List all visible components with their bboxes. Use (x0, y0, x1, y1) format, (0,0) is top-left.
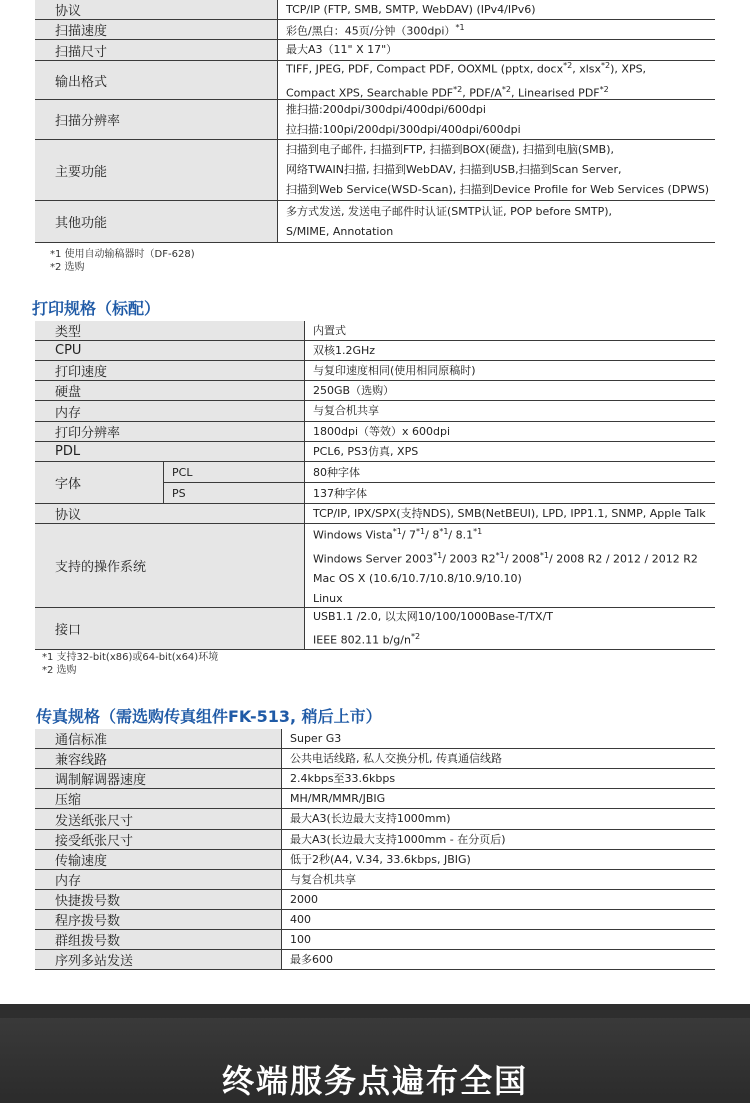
spec-label: 内存 (35, 401, 305, 421)
spec-label: 字体 (35, 462, 164, 503)
spec-value (278, 140, 715, 200)
spec-value (282, 870, 715, 889)
spec-value-line: IEEE 802.11 $b/g/n^{*2}$ (313, 631, 421, 647)
spec-label: 压缩 (35, 789, 282, 808)
spec-value-line: PCL6, PS3仿真, XPS (313, 444, 419, 458)
spec-value-line: 多方式发送, 发送电子邮件时认证(SMTP认证, POP before SMTP), (286, 204, 613, 218)
spec-value-line: 2000 (290, 892, 318, 906)
spec-value-line: 扫描到电子邮件, 扫描到FTP, 扫描到BOX(硬盘), 扫描到电脑(SMB), (286, 143, 614, 156)
spec-row (35, 61, 715, 100)
fax-section-title: 传真规格（需选购传真组件FK-513, 稍后上市） (36, 707, 382, 726)
spec-value (305, 422, 715, 441)
spec-value-line: 拉扫描:100pi/200dpi/300dpi/400dpi/600dpi (286, 122, 521, 136)
spec-label: 兼容线路 (35, 749, 282, 768)
spec-value-line: 与复合机共享 (290, 872, 356, 886)
spec-row (35, 201, 715, 243)
spec-label: 序列多站发送 (35, 950, 282, 969)
spec-row (35, 422, 715, 442)
spec-value (305, 524, 715, 607)
spec-row (35, 381, 715, 401)
spec-value-line: S/MIME, Annotation (286, 224, 394, 238)
spec-label: 扫描分辨率 (35, 100, 278, 139)
scan-note-2: *2 选购 (50, 262, 85, 273)
spec-label: 打印速度 (35, 361, 305, 380)
spec-row (35, 442, 715, 462)
spec-value-line: 2.4kbps至33.6kbps (290, 771, 396, 785)
spec-value (305, 381, 715, 400)
spec-row (35, 361, 715, 381)
spec-row (35, 0, 715, 20)
spec-row (35, 910, 715, 930)
spec-row-font (35, 462, 715, 504)
print-note-2: *2 选购 (42, 665, 77, 676)
spec-value (305, 401, 715, 421)
spec-row (35, 789, 715, 809)
spec-value-line: TCP/IP, IPX/SPX(支持NDS), SMB(NetBEUI), LPD, IPP1.1, SNMP, Apple Talk (313, 506, 706, 520)
font-sub-value: 80种字体 (313, 466, 360, 479)
spec-value-line: 400 (290, 912, 311, 926)
spec-row (35, 749, 715, 769)
spec-label: 内存 (35, 870, 282, 889)
spec-label: PDL (35, 442, 305, 461)
spec-value-line: USB1.1 /2.0, 以太网10/100/1000Base-T/TX/T (313, 609, 554, 623)
spec-value-line: 与复印速度相同(使用相同原稿时) (313, 363, 476, 377)
spec-value (305, 608, 715, 649)
spec-value-line: Mac OS X (10.6/10.7/10.8/10.9/10.10) (313, 572, 522, 586)
spec-value (305, 341, 715, 360)
spec-row (35, 321, 715, 341)
spec-label: 输出格式 (35, 61, 278, 99)
spec-value-line: 与复合机共享 (313, 404, 379, 417)
spec-row (35, 100, 715, 140)
spec-value (305, 504, 715, 523)
spec-label: 扫描速度 (35, 20, 278, 39)
spec-value-line: 低于2秒(A4, V.34, 33.6kbps, JBIG) (290, 852, 471, 866)
spec-value-line: 最大A3(长边最大支持1000mm) (290, 812, 451, 825)
spec-value-line: 最大A3(长边最大支持1000mm - 在分页后) (290, 832, 506, 846)
spec-label: 协议 (35, 504, 305, 523)
scan-note-1: *1 使用自动输稿器时（DF-628) (50, 249, 195, 260)
print-note-1: *1 支持32-bit(x86)或64-bit(x64)环境 (42, 652, 219, 663)
spec-label: 扫描尺寸 (35, 40, 278, 60)
footer-strip (0, 1004, 750, 1018)
spec-value (282, 749, 715, 768)
spec-label: 发送纸张尺寸 (35, 809, 282, 829)
spec-value (278, 40, 715, 60)
spec-value (282, 910, 715, 929)
spec-value (282, 809, 715, 829)
spec-value-line: 1800dpi（等效）x 600dpi (313, 424, 451, 438)
spec-value-line: Linux (313, 592, 343, 606)
spec-label: 协议 (35, 0, 278, 19)
spec-value-line: 双核1.2GHz (313, 343, 376, 357)
spec-label: 类型 (35, 321, 305, 340)
spec-value-line: Windows Server 2003$^{*1}$/ 2003 R2$^{*1}$/ 2008$^{*1}$/ 2008 R2 / 2012 / 2012 R2 (313, 550, 698, 566)
footer-banner (0, 1004, 750, 1103)
spec-value-line: 最多600 (290, 952, 333, 966)
spec-value (282, 890, 715, 909)
spec-label: 通信标准 (35, 729, 282, 748)
spec-label: CPU (35, 341, 305, 360)
spec-row (35, 40, 715, 61)
spec-value-line: MH/MR/MMR/JBIG (290, 791, 386, 805)
spec-label: 程序拨号数 (35, 910, 282, 929)
spec-row (35, 401, 715, 422)
spec-label: 快捷拨号数 (35, 890, 282, 909)
print-notes (42, 651, 218, 677)
font-sub-label: PS (164, 483, 305, 503)
spec-label: 群组拨号数 (35, 930, 282, 949)
spec-value-line: 推扫描:200dpi/300dpi/400dpi/600dpi (286, 102, 486, 116)
spec-row (35, 809, 715, 830)
print-section-title: 打印规格（标配） (32, 299, 161, 318)
spec-value (282, 769, 715, 788)
spec-label: 打印分辨率 (35, 422, 305, 441)
spec-value (278, 100, 715, 139)
spec-value-line: 100 (290, 932, 311, 946)
spec-value (305, 361, 715, 380)
spec-row (35, 930, 715, 950)
spec-label: 主要功能 (35, 140, 278, 200)
spec-row (35, 341, 715, 361)
spec-value-line: 公共电话线路, 私人交换分机, 传真通信线路 (290, 751, 502, 765)
spec-value (282, 850, 715, 869)
scan-notes (50, 248, 195, 274)
spec-value (282, 729, 715, 748)
spec-value-line: 最大A3（11" X 17"） (286, 43, 398, 56)
spec-row (35, 769, 715, 789)
spec-label: 硬盘 (35, 381, 305, 400)
spec-value (282, 930, 715, 949)
spec-value-line: 扫描到Web Service(WSD-Scan), 扫描到Device Profile for Web Services (DPWS) (286, 183, 710, 196)
spec-label: 调制解调器速度 (35, 769, 282, 788)
spec-value (282, 789, 715, 808)
spec-row (35, 20, 715, 40)
spec-value (282, 950, 715, 969)
font-sub-value: 137种字体 (313, 487, 367, 500)
spec-value (282, 830, 715, 849)
spec-row (35, 140, 715, 201)
spec-row (35, 850, 715, 870)
spec-value (278, 20, 715, 39)
spec-value-line: TIFF, JPEG, PDF, Compact PDF, OOXML (pptx, docx$^{*2}$, xlsx$^{*2}$), XPS, (286, 61, 647, 76)
spec-value-line: 内置式 (313, 323, 346, 337)
spec-label: 接受纸张尺寸 (35, 830, 282, 849)
spec-row (35, 608, 715, 650)
font-sub-label: PCL (164, 462, 305, 482)
spec-row (35, 504, 715, 524)
spec-row (35, 729, 715, 749)
spec-label: 传输速度 (35, 850, 282, 869)
spec-value (305, 442, 715, 461)
spec-row (35, 870, 715, 890)
spec-value-line: Super G3 (290, 731, 342, 745)
spec-value (278, 61, 715, 99)
footer-text: 终端服务点遍布全国 (221, 1062, 528, 1100)
spec-row (35, 830, 715, 850)
spec-row (35, 950, 715, 970)
spec-label: 接口 (35, 608, 305, 649)
spec-value (305, 321, 715, 340)
spec-value-line: Windows Vista$^{*1}$/ 7$^{*1}$/ 8$^{*1}$/ 8.1$^{*1}$ (313, 526, 483, 542)
spec-value-line: Compact XPS, Searchable PDF$^{*2}$, PDF/$A^{*2}$, Linearised PDF$^{*2}$ (286, 85, 609, 99)
spec-value-line: 网络TWAIN扫描, 扫描到WebDAV, 扫描到USB,扫描到Scan Server, (286, 163, 622, 176)
spec-label: 支持的操作系统 (35, 524, 305, 607)
spec-row (35, 524, 715, 608)
spec-value-line: 250GB（选购） (313, 383, 395, 397)
spec-label: 其他功能 (35, 201, 278, 242)
spec-row (35, 890, 715, 910)
spec-value (278, 201, 715, 242)
spec-value (278, 0, 715, 19)
spec-value-line: 彩色/黑白：45页/分钟$(300dpi)^{*1}$ (286, 22, 465, 38)
spec-value-line: TCP/IP (FTP, SMB, SMTP, WebDAV) (IPv4/IPv6) (286, 2, 536, 16)
